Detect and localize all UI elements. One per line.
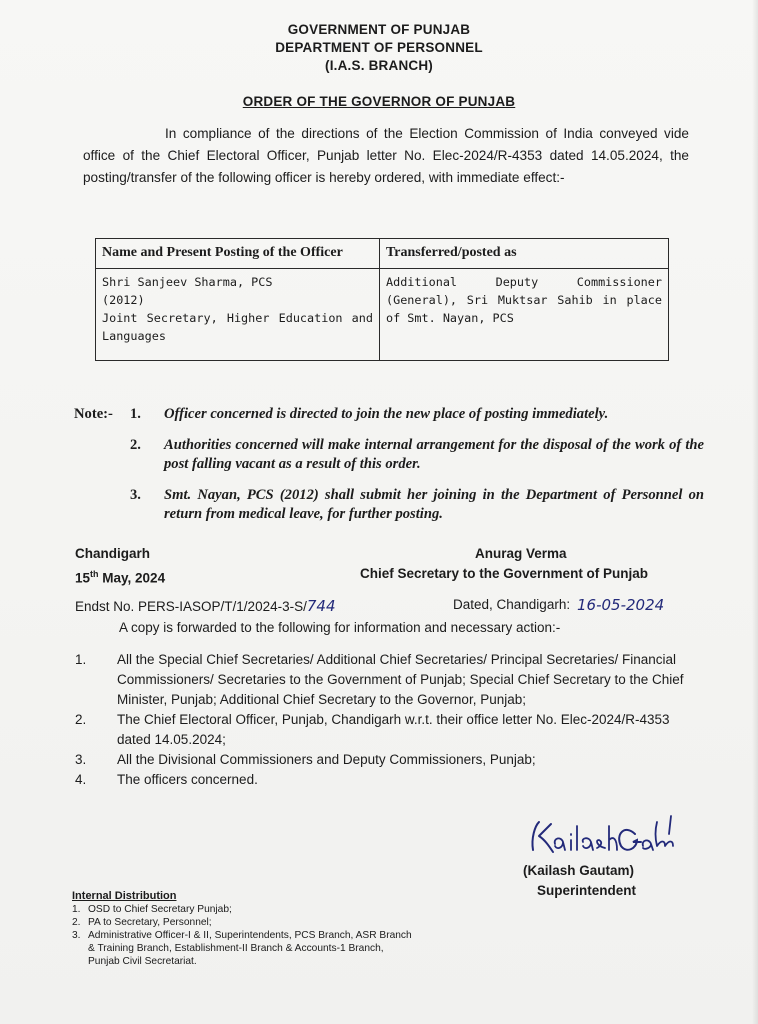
col-header-name: Name and Present Posting of the Officer — [96, 239, 380, 269]
list-item-number: 1. — [72, 904, 81, 915]
list-item-text: OSD to Chief Secretary Punjab; — [88, 904, 232, 915]
superintendent-block — [523, 861, 636, 901]
signatory-block — [360, 544, 690, 584]
list-item — [75, 650, 695, 710]
endorsement-block — [75, 597, 695, 635]
list-item — [72, 903, 412, 916]
list-item — [75, 710, 695, 750]
list-item — [75, 770, 695, 790]
endorsement-line — [75, 597, 695, 619]
officer-batch: (2012) — [102, 293, 145, 307]
list-item-text: Administrative Officer-I & II, Superintendents, PCS Branch, ASR Branch & Training Branch, Establishment-II Branch & Accounts-1 Branch, Punjab Civil Secretariat. — [88, 930, 412, 967]
intro-text: In compliance of the directions of the Election Commission of India conveyed vide office of the Chief Electoral Officer, Punjab letter No. Elec-2024/R-4353 dated 14.05.2024, the posting/transfer of the following officer is hereby ordered, with immediate effect:- — [83, 126, 689, 185]
place: Chandigarh — [75, 546, 151, 561]
header-branch: (I.A.S. BRANCH) — [325, 58, 433, 73]
list-item-number: 4. — [75, 772, 87, 787]
signatory-name: Anurag Verma — [475, 546, 567, 561]
internal-distribution — [72, 890, 412, 968]
notes-section — [74, 405, 704, 536]
superintendent-designation: Superintendent — [537, 883, 637, 898]
header-government: GOVERNMENT OF PUNJAB — [287, 22, 471, 37]
date-day: 15 — [75, 570, 91, 586]
note-label: Note:- — [74, 406, 113, 422]
posted-as-text: Additional Deputy Commissioner (General), Sri Muktsar Sahib in place of Smt. Nayan, PCS — [386, 275, 662, 325]
note-item — [74, 486, 704, 525]
order-date — [75, 564, 165, 589]
list-item-text: The officers concerned. — [117, 772, 258, 787]
note-text: Smt. Nayan, PCS (2012) shall submit her joining in the Department of Personnel on return from medical leave, for further posting. — [164, 486, 704, 522]
copy-forward-text: A copy is forwarded to the following for information and necessary action:- — [119, 620, 561, 635]
note-text: Officer concerned is directed to join the new place of posting immediately. — [164, 406, 609, 422]
superintendent-name: (Kailash Gautam) — [523, 863, 635, 878]
order-title: ORDER OF THE GOVERNOR OF PUNJAB — [242, 94, 516, 109]
col-header-posted: Transferred/posted as — [380, 239, 669, 269]
note-text: Authorities concerned will make internal arrangement for the disposal of the work of the post falling vacant as a result of this order. — [164, 436, 704, 472]
officer-cell — [96, 269, 380, 361]
internal-distribution-title: Internal Distribution — [72, 890, 177, 902]
endorsement-number: 744 — [306, 597, 336, 615]
table-row — [96, 269, 669, 361]
page-edge-shadow — [752, 0, 758, 1024]
dated-label: Dated, Chandigarh: — [453, 597, 571, 612]
table-header-row — [96, 239, 669, 269]
list-item-text: All the Special Chief Secretaries/ Additional Chief Secretaries/ Principal Secretaries/ Financial Commissioners/ Secretaries to the Government of Punjab; Special Chief Secretary to the Chief Minister, Punjab; Additional Chief Secretary to the Governor, Punjab; — [117, 652, 684, 707]
place-date-block — [75, 544, 165, 589]
list-item-number: 3. — [72, 930, 81, 941]
list-item — [72, 916, 412, 929]
officer-present-posting: Joint Secretary, Higher Education and Languages — [102, 311, 373, 343]
signatory-designation: Chief Secretary to the Government of Punjab — [360, 566, 649, 581]
list-item-text: PA to Secretary, Personnel; — [88, 917, 212, 928]
note-item — [74, 436, 704, 475]
list-item — [72, 929, 412, 968]
recipients-list — [75, 650, 695, 790]
date-suffix: th — [90, 569, 99, 579]
list-item-number: 2. — [75, 712, 87, 727]
endorsement-prefix: Endst No. PERS-IASOP/T/1/2024-3-S/ — [75, 599, 307, 614]
note-number: 2. — [130, 436, 141, 453]
endorsement-date: 16-05-2024 — [577, 596, 665, 614]
list-item-number: 1. — [75, 652, 87, 667]
officer-name: Shri Sanjeev Sharma, PCS — [102, 275, 273, 289]
list-item-number: 2. — [72, 917, 81, 928]
posting-table — [95, 238, 669, 361]
posted-as-cell — [380, 269, 669, 361]
note-number: 3. — [130, 486, 141, 503]
list-item-text: The Chief Electoral Officer, Punjab, Chandigarh w.r.t. their office letter No. Elec-2024/R-4353 dated 14.05.2024; — [117, 712, 670, 747]
date-rest: May, 2024 — [98, 570, 166, 586]
note-item — [74, 405, 704, 425]
intro-paragraph — [83, 123, 689, 189]
header-department: DEPARTMENT OF PERSONNEL — [275, 40, 483, 55]
note-number: 1. — [130, 406, 141, 422]
list-item-text: All the Divisional Commissioners and Deputy Commissioners, Punjab; — [117, 752, 536, 767]
superintendent-signature — [525, 812, 695, 864]
list-item-number: 3. — [75, 752, 87, 767]
list-item — [75, 750, 695, 770]
